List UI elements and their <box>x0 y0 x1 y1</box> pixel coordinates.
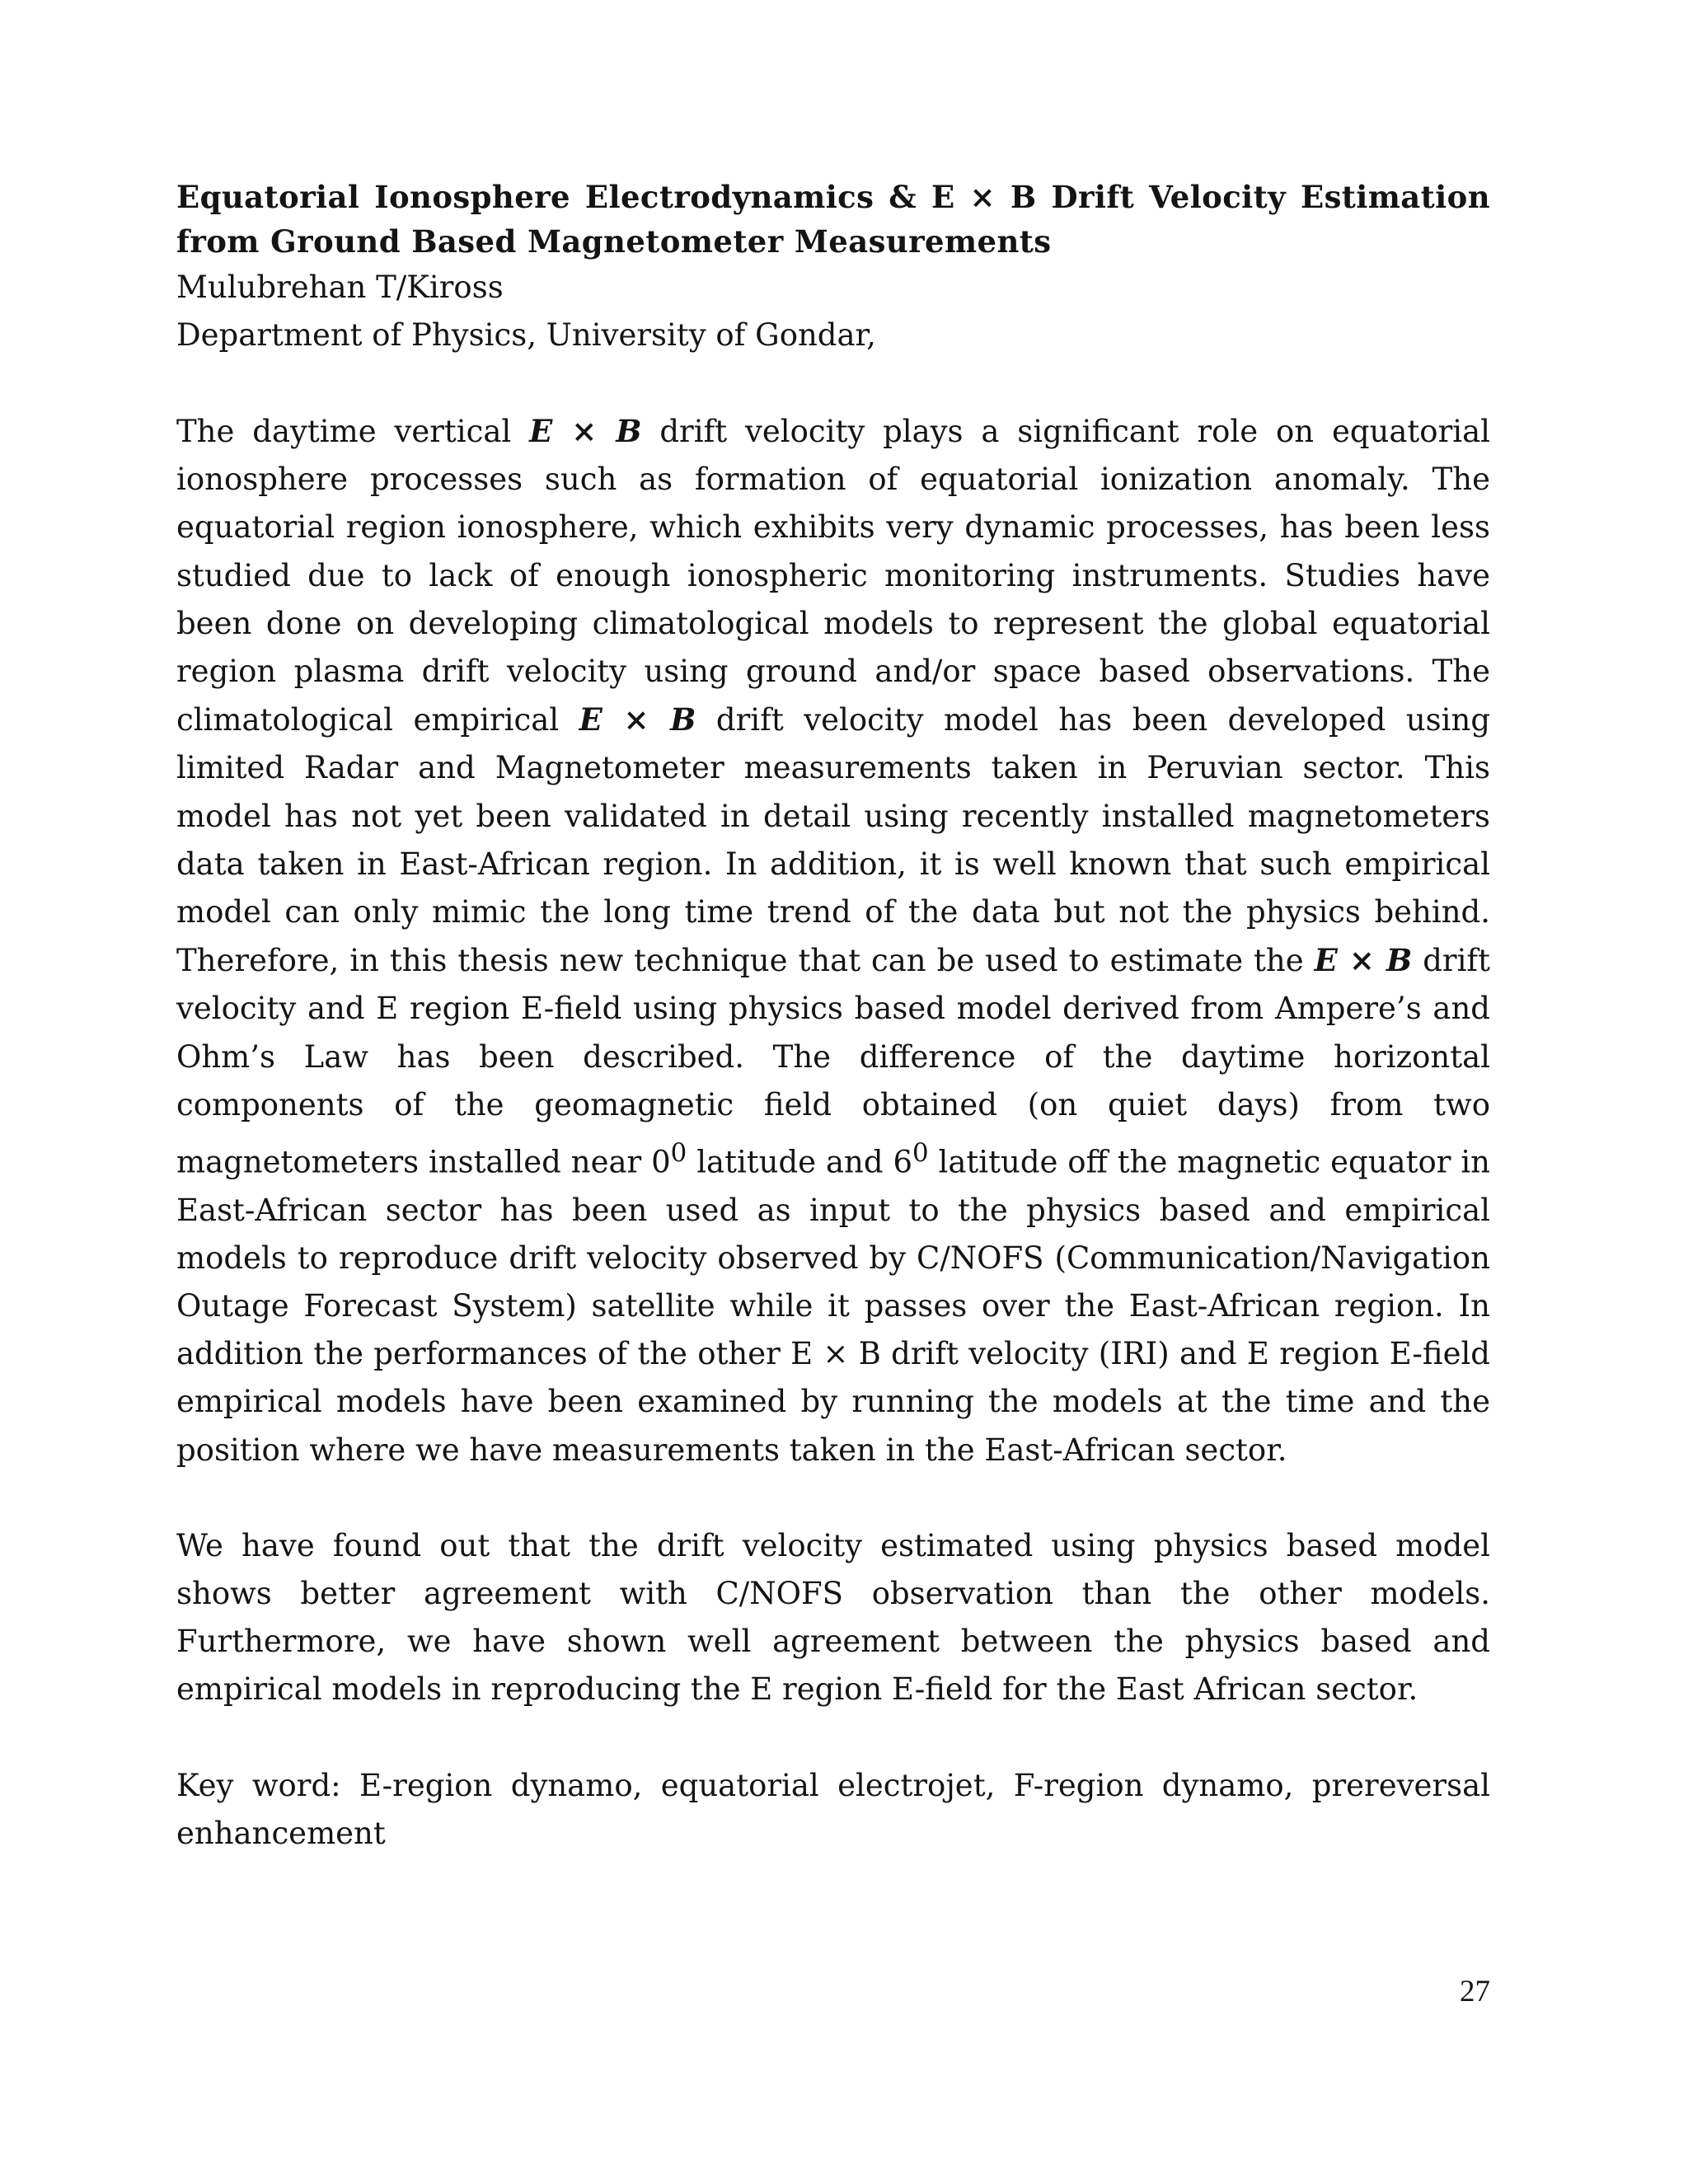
author-name: Mulubrehan T/Kiross <box>176 269 504 305</box>
paper-title: Equatorial Ionosphere Electrodynamics & E × B Drift Velocity Estimation from Ground Based Magnetometer Measurements <box>176 179 1490 260</box>
keywords: Key word: E-region dynamo, equatorial electrojet, F-region dynamo, prereversal enhancement <box>176 1767 1490 1851</box>
abstract-text: latitude and 6 <box>687 1144 912 1180</box>
abstract-text: latitude off the magnetic equator in East-African sector has been used as input to the physics based and empirical models to reproduce drift velocity observed by C/NOFS (Communication/Navigation Outage Forecast System) satellite while it passes over the East-African region. In addition the performances of the other E × B drift velocity (IRI) and E region E-field empirical models have been examined by running the models at the time and the position where we have measurements taken in the East-African sector. <box>176 1144 1491 1468</box>
abstract-text: The daytime vertical <box>176 414 530 449</box>
document-page <box>176 175 1490 1858</box>
author-affiliation: Department of Physics, University of Gondar, <box>176 317 876 353</box>
degree-superscript: 0 <box>912 1138 929 1169</box>
page-number: 27 <box>1460 1975 1490 2008</box>
exb-symbol: E × B <box>1314 942 1413 979</box>
abstract-text: drift velocity plays a significant role on equatorial ionosphere processes such as formation of equatorial ionization anomaly. The equatorial region ionosphere, which exhibits very dynamic processes, has been less studied due to lack of enough ionospheric monitoring instruments. Studies have been done on developing climatological models to represent the global equatorial region plasma drift velocity using ground and/or space based observations. The climatological empirical <box>176 414 1490 738</box>
exb-symbol: E × B <box>579 701 696 738</box>
degree-superscript: 0 <box>670 1138 687 1169</box>
abstract-paragraph-1 <box>176 407 1490 1474</box>
abstract-text: drift velocity model has been developed using limited Radar and Magnetometer measurements taken in Peruvian sector. This model has not yet been validated in detail using recently installed magnetometers data taken in East-African region. In addition, it is well known that such empirical model can only mimic the long time trend of the data but not the physics behind. Therefore, in this thesis new technique that can be used to estimate the <box>176 702 1491 979</box>
abstract-paragraph-2: We have found out that the drift velocity estimated using physics based model shows better agreement with C/NOFS observation than the other models. Furthermore, we have shown well agreement between the physics based and empirical models in reproducing the E region E-field for the East African sector. <box>176 1527 1490 1708</box>
abstract-text: drift velocity and E region E-field using physics based model derived from Ampere’s and Ohm’s Law has been described. The difference of the daytime horizontal components of the geomagnetic field obtained (on quiet days) from two magnetometers installed near 0 <box>176 943 1490 1180</box>
exb-symbol: E × B <box>529 413 642 449</box>
